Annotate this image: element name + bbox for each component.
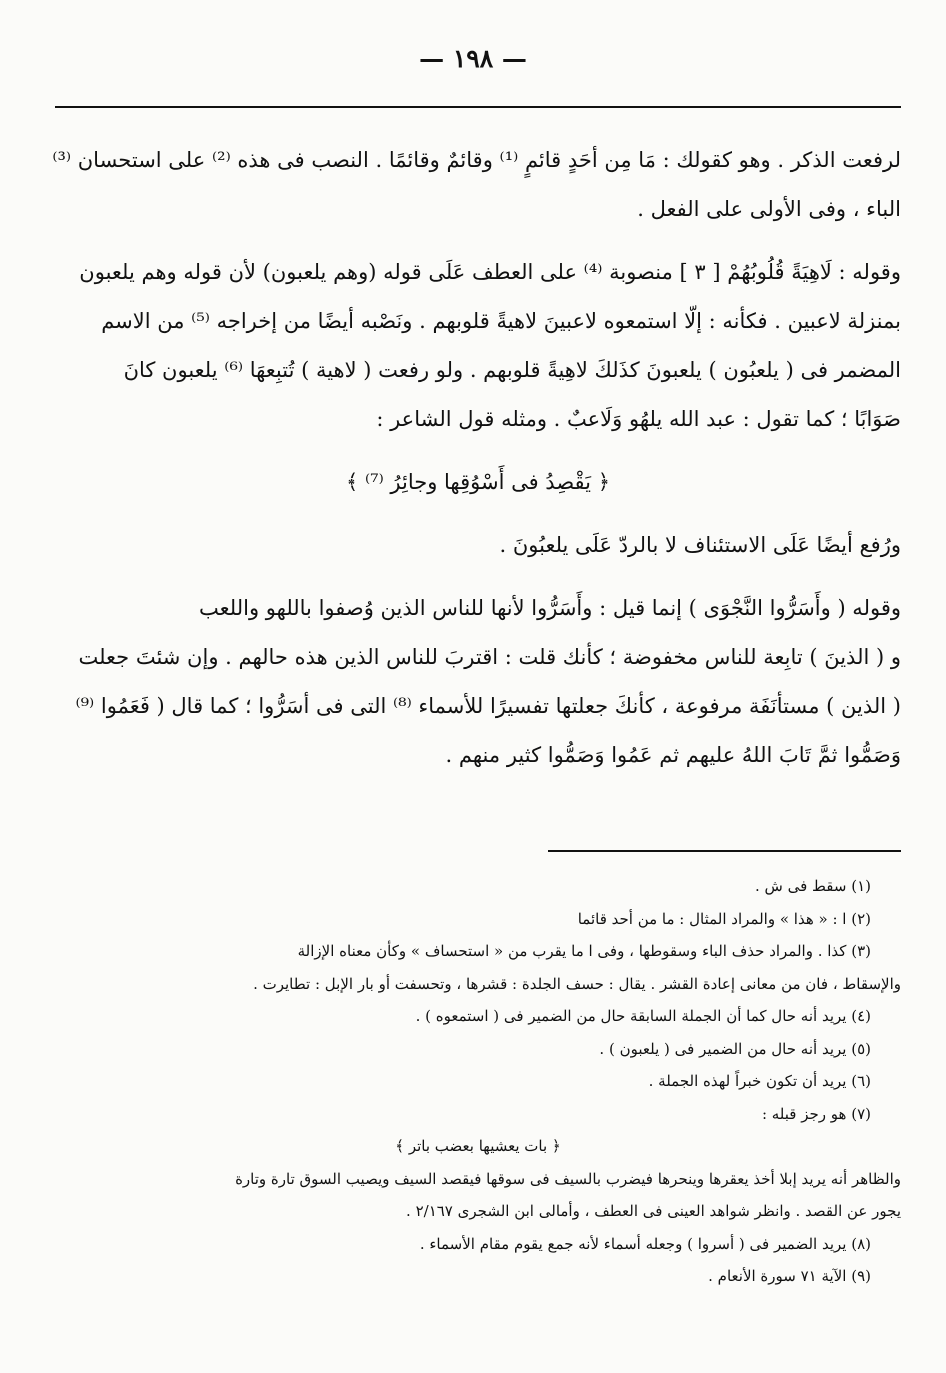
footnote-line: والإسقاط ، فان من معانى إعادة القشر . يقال : حسف الجلدة : قشرها ، وتحسفت أو بار الإبل : تطايرت . <box>253 974 901 993</box>
footnote-line: (٥) يريد أنه حال من الضمير فى ( يلعبون ) . <box>599 1039 871 1058</box>
text-line: و ( الذينَ ) تابِعة للناس مخفوضة ؛ كأنك قلت : اقتربَ للناس الذين هذه حالهم . وإن شئتَ جعلت <box>78 645 901 669</box>
footnote-line: والظاهر أنه يريد إبلا أخذ يعقرها وينحرها فيضرب بالسيف فى سوقها فيقصد السيف ويصيب السوق تارة وتارة <box>235 1169 901 1188</box>
main-text <box>52 136 901 780</box>
text-line: ( الذين ) مستأنَفَة مرفوعة ، كأنكَ جعلتها تفسيرًا للأسماء ⁽⁸⁾ التى فى أسَرُّوا ؛ كما قال ( فَعَمُوا ⁽⁹⁾ <box>75 694 901 718</box>
page-number: — ١٩٨ — <box>419 44 527 73</box>
footnote-line: يجور عن القصد . وانظر شواهد العينى فى العطف ، وأمالى ابن الشجرى ٢/١٦٧ . <box>406 1202 901 1220</box>
footnote-line: (١) سقط فى ش . <box>755 877 871 895</box>
footnotes <box>55 870 901 1293</box>
footnote-line: (٨) يريد الضمير فى ( أسروا ) وجعله أسماء لأنه جمع يقوم مقام الأسماء . <box>419 1234 871 1253</box>
footnote-rule <box>548 850 901 852</box>
text-line: وقوله : لَاهِيَةً قُلُوبُهُمْ [ ٣ ] منصوبة ⁽⁴⁾ على العطف عَلَى قوله (وهم يلعبون) لأن قوله وهم يلعبون <box>79 260 901 284</box>
footnote-line: (٣) كذا . والمراد حذف الباء وسقوطها ، وفى ا ما يقرب من « استحساف » وكأن معناه الإزالة <box>297 942 871 960</box>
footnote-line: (٢) ا : « هذا » والمراد المثال : ما من أحد قائما <box>577 909 871 928</box>
footnote-line: (٧) هو رجز قبله : <box>761 1104 871 1123</box>
footnote-line: (٦) يريد أن تكون خبراً لهذه الجملة . <box>648 1072 871 1090</box>
footnote-verse: ﴿ بات يعشيها بعضب باتر ﴾ <box>395 1137 561 1155</box>
text-line: وقوله ( وأَسَرُّوا النَّجْوَى ) إنما قيل : وأَسَرُّوا لأنها للناس الذين وُصفوا باللهو واللعب <box>199 596 901 620</box>
text-line: الباء ، وفى الأولى على الفعل . <box>637 197 901 221</box>
text-line: ورُفع أيضًا عَلَى الاستئناف لا بالردّ عَلَى يلعبُونَ . <box>499 533 901 557</box>
text-line: وَصَمُّوا ثمَّ تَابَ اللهُ عليهم ثم عَمُوا وَصَمُّوا كثير منهم . <box>445 743 901 767</box>
text-line: لرفعت الذكر . وهو كقولك : مَا مِن أحَدٍ قائمٍ ⁽¹⁾ وقائمٌ وقائمًا . النصب فى هذه ⁽²⁾ على استحسان ⁽³⁾ <box>52 148 901 172</box>
text-line: المضمر فى ( يلعبُون ) يلعبونَ كذَلكَ لاهِيةً قلوبهم . ولو رفعت ( لاهية ) تُتبِعهَا ⁽⁶⁾ يلعبون كانَ <box>123 358 901 382</box>
footnote-line: (٤) يريد أنه حال كما أن الجملة السابقة حال من الضمير فى ( استمعوه ) . <box>415 1007 871 1025</box>
header-rule <box>55 106 901 108</box>
text-line: بمنزلة لاعبين . فكأنه : إلّا استمعوه لاعبينَ لاهيةً قلوبهم . ونَصْبه أيضًا من إخراجه ⁽⁵⁾ من الاسم <box>101 309 901 333</box>
verse-line: ﴿ يَقْصِدُ فى أَسْوُقِها وجائِرُ ⁽⁷⁾ ﴾ <box>346 470 610 494</box>
footnote-line: (٩) الآية ٧١ سورة الأنعام . <box>708 1267 871 1285</box>
text-line: صَوَابًا ؛ كما تقول : عبد الله يلهُو وَلَاعبٌ . ومثله قول الشاعر : <box>376 407 901 431</box>
